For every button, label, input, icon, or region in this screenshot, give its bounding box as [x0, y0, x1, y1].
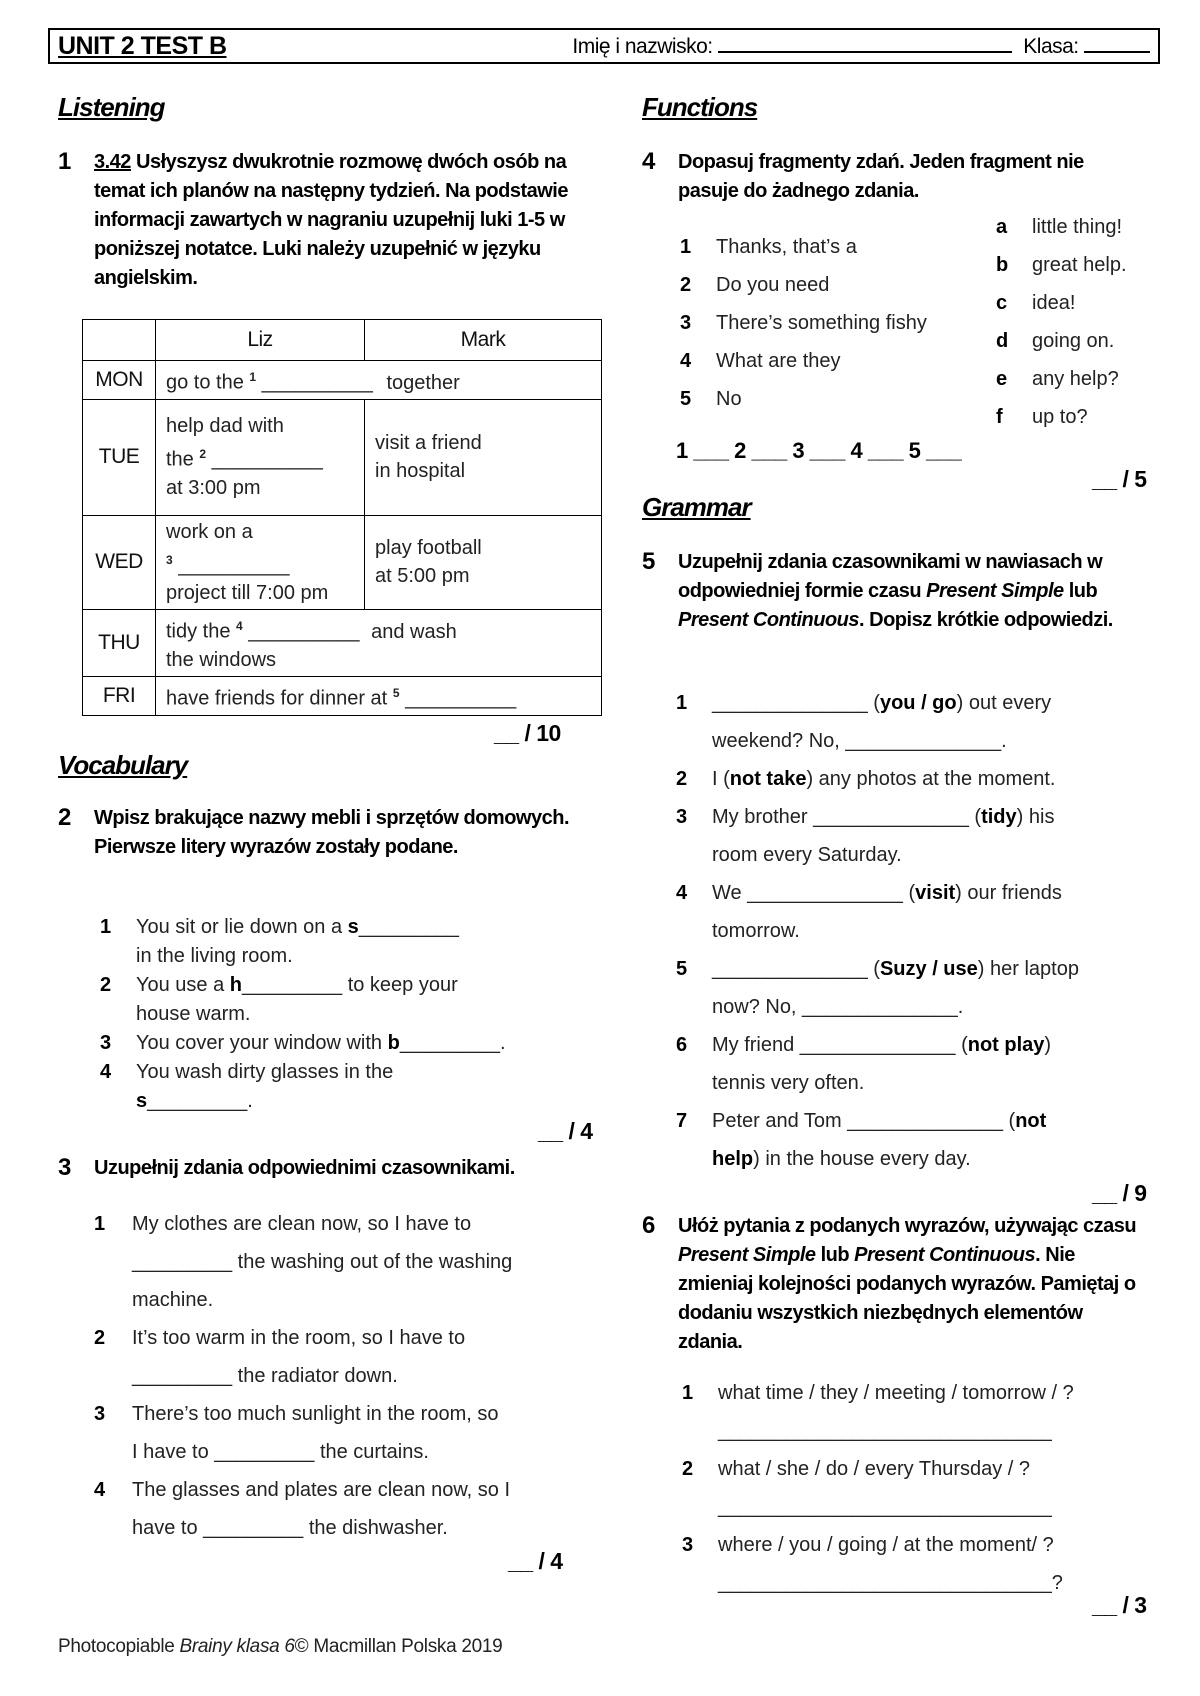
item-line: It’s too warm in the room, so I have to [132, 1327, 466, 1349]
word-prompt: where / you / going / at the moment/ ? [718, 1534, 1054, 1556]
item-line: _________ the radiator down. [132, 1365, 398, 1387]
item-text-pre: You wash dirty glasses in the [136, 1061, 394, 1083]
list-item [996, 246, 1156, 284]
mon-text: go to the [166, 371, 244, 394]
item-number: 4 [100, 1061, 112, 1083]
table-row-wed [83, 515, 602, 610]
task-number: 4 [642, 148, 656, 175]
item-text [136, 913, 570, 971]
column-header-liz: Liz [156, 320, 365, 361]
item-number: 6 [676, 1034, 688, 1056]
section-title-listening: Listening [58, 92, 165, 122]
section-title-functions: Functions [642, 92, 758, 122]
task-5-items [676, 684, 1156, 1178]
item-line: I have to _________ the curtains. [132, 1441, 429, 1463]
instruction-text: Uzupełnij zdania czasownikami w nawiasach w odpowiedniej formie czasu [678, 551, 1103, 602]
cell-line: at 3:00 pm [166, 476, 261, 499]
item-line [712, 1026, 1156, 1064]
item-text-post: ) any photos at the moment. [806, 768, 1056, 790]
list-item [676, 874, 1156, 950]
instruction-text: . Dopisz krótkie odpowiedzi. [859, 609, 1113, 631]
list-item [94, 1205, 584, 1319]
thu-plan [156, 610, 602, 677]
footer-text: © Macmillan Polska 2019 [294, 1636, 503, 1657]
tense-name: Present Simple [926, 580, 1064, 602]
item-text-pre: You sit or lie down on a [136, 916, 343, 938]
answer-blank[interactable]: ______________________________ [718, 1572, 1052, 1594]
list-item [680, 228, 980, 266]
table-row-fri [83, 676, 602, 715]
task-number: 5 [642, 548, 656, 575]
task-4-instruction: Dopasuj fragmenty zdań. Jeden fragment nie pasuje do żadnego zdania. [678, 151, 1084, 202]
item-line: There’s too much sunlight in the room, so [132, 1403, 499, 1425]
cell-line: in hospital [375, 460, 466, 483]
item-number: 2 [100, 974, 112, 996]
list-item [100, 971, 570, 1029]
item-text-post: ) [1044, 1034, 1052, 1056]
item-text: Thanks, that’s a [716, 236, 857, 258]
list-item [676, 1102, 1156, 1178]
day-label: FRI [83, 676, 156, 715]
list-item [680, 266, 980, 304]
item-line [712, 684, 1156, 722]
verb-prompt: Suzy / use [879, 958, 978, 980]
score-task-1: __ / 10 [494, 720, 561, 746]
first-letter: s [347, 916, 359, 938]
score-task-2: __ / 4 [538, 1118, 593, 1144]
item-number: 2 [676, 768, 688, 790]
gap-3-blank[interactable]: __________ [178, 554, 290, 577]
task-5 [642, 548, 1142, 635]
item-text [712, 1026, 1156, 1102]
wed-liz-plan [156, 515, 365, 610]
item-line: machine. [132, 1289, 214, 1311]
mon-plan [156, 361, 602, 400]
score-task-3: __ / 4 [508, 1548, 563, 1574]
instruction-text: Usłyszysz dwukrotnie rozmowę dwóch osób na temat ich planów na następny tydzień. Na podstawie informacji zawartych w nagraniu uzupełnij luki 1-5 w poniższej notatce. Luki należy uzupełnić w języku angielskim. [94, 151, 568, 289]
item-letter: f [996, 406, 1003, 428]
answer-line[interactable] [718, 1412, 1162, 1450]
answer-blank[interactable]: _________ [242, 974, 343, 996]
item-line: My clothes are clean now, so I have to [132, 1213, 472, 1235]
list-item [682, 1450, 1162, 1526]
item-letter: a [996, 216, 1008, 238]
item-line: tomorrow. [712, 920, 800, 942]
item-text-post: ) her laptop [977, 958, 1079, 980]
answer-line[interactable] [718, 1488, 1162, 1526]
day-label: THU [83, 610, 156, 677]
item-line [712, 760, 1156, 798]
item-text [136, 1058, 570, 1116]
item-text [718, 1526, 1162, 1602]
item-number: 4 [680, 350, 692, 372]
verb-prompt: not [1015, 1110, 1047, 1132]
cell-line [166, 440, 354, 474]
cell-line: project till 7:00 pm [166, 582, 329, 605]
answer-end: ? [1051, 1572, 1063, 1594]
gap-number: 5 [392, 685, 400, 700]
column-header-mark: Mark [365, 320, 602, 361]
item-letter: e [996, 368, 1008, 390]
table-row-mon [83, 361, 602, 400]
first-letter: s [136, 1090, 148, 1112]
student-fields [572, 33, 1150, 59]
list-item [996, 322, 1156, 360]
task-6-instruction [678, 1212, 1142, 1357]
item-number: 2 [682, 1458, 694, 1480]
item-text [712, 874, 1156, 950]
item-text: No [716, 388, 742, 410]
item-text-pre: You use a [136, 974, 225, 996]
footer-text: Photocopiable [58, 1636, 175, 1657]
item-text [718, 1374, 1162, 1450]
list-item [680, 342, 980, 380]
item-text-post: . [247, 1090, 253, 1112]
list-item [680, 380, 980, 418]
item-number: 3 [676, 806, 688, 828]
item-number: 1 [676, 692, 688, 714]
item-text-post: ) out every [956, 692, 1052, 714]
list-item [94, 1395, 584, 1471]
plans-table [82, 319, 602, 716]
item-line: weekend? No, ______________. [712, 730, 1007, 752]
task-number: 2 [58, 804, 72, 831]
list-item [100, 1029, 570, 1058]
item-number: 3 [680, 312, 692, 334]
item-text [136, 971, 570, 1029]
item-text-pre: ______________ ( [712, 958, 880, 980]
table-header-row [83, 320, 602, 361]
instruction-text: lub [1068, 580, 1098, 602]
list-item [676, 1026, 1156, 1102]
item-text-pre: I ( [712, 768, 730, 790]
list-item [100, 913, 570, 971]
tense-name: Present Continuous [678, 609, 860, 631]
task-number: 3 [58, 1154, 72, 1181]
track-number: 3.42 [94, 151, 131, 173]
item-line [712, 1140, 1156, 1178]
footer-brand: Brainy klasa 6 [179, 1636, 295, 1657]
item-text: going on. [1032, 330, 1115, 352]
gap-number: 1 [249, 370, 257, 384]
gap-1-blank[interactable]: __________ [261, 371, 373, 394]
cell-text: have friends for dinner at [166, 687, 388, 710]
cell-line: visit a friend [375, 432, 482, 455]
wed-mark-plan [365, 515, 602, 610]
day-label: TUE [83, 399, 156, 515]
item-number: 1 [682, 1382, 694, 1404]
item-text-post: ) our friends [955, 882, 1062, 904]
item-text-pre: You cover your window with [136, 1032, 383, 1054]
item-line: tennis very often. [712, 1072, 865, 1094]
task-4-answer-line[interactable]: 1 ___ 2 ___ 3 ___ 4 ___ 5 ___ [676, 438, 962, 463]
gap-4-blank[interactable]: __________ [248, 620, 360, 643]
task-5-instruction [678, 548, 1142, 635]
item-line: have to _________ the dishwasher. [132, 1517, 448, 1539]
cell-line: work on a [166, 520, 253, 543]
item-text-line2: in the living room. [136, 945, 293, 967]
cell-line: play football [375, 537, 482, 560]
item-letter: c [996, 292, 1008, 314]
item-line [712, 874, 1156, 912]
item-number: 1 [100, 916, 112, 938]
item-text: What are they [716, 350, 841, 372]
item-text [132, 1395, 584, 1471]
item-number: 5 [680, 388, 692, 410]
verb-prompt: not play [967, 1034, 1045, 1056]
footer-copyright [58, 1636, 502, 1658]
list-item [680, 304, 980, 342]
item-line: The glasses and plates are clean now, so I [132, 1479, 511, 1501]
gap-number: 4 [236, 619, 243, 634]
table-row-tue [83, 399, 602, 515]
list-item [100, 1058, 570, 1116]
item-number: 4 [676, 882, 688, 904]
item-text-post: ) his [1016, 806, 1055, 828]
cell-line: help dad with [166, 415, 284, 438]
verb-prompt: visit [915, 882, 956, 904]
item-text [136, 1029, 570, 1058]
item-text: Do you need [716, 274, 830, 296]
task-number: 6 [642, 1212, 656, 1239]
task-2 [58, 804, 578, 862]
item-text [132, 1205, 584, 1319]
item-text [712, 950, 1156, 1026]
item-number: 5 [676, 958, 688, 980]
score-task-5: __ / 9 [1092, 1180, 1147, 1206]
item-text: little thing! [1032, 216, 1123, 238]
tense-name: Present Continuous [854, 1244, 1036, 1266]
section-title-vocabulary: Vocabulary [58, 750, 188, 780]
task-6-items [682, 1374, 1162, 1602]
cell-text: the [166, 448, 194, 471]
task-1 [58, 148, 578, 293]
answer-blank[interactable]: _________ [399, 1032, 500, 1054]
item-text: There’s something fishy [716, 312, 927, 334]
first-letter: b [387, 1032, 400, 1054]
cell-text: and wash [371, 620, 457, 643]
task-3 [58, 1154, 578, 1183]
cell-line: at 5:00 pm [375, 565, 470, 588]
tue-mark-plan [365, 399, 602, 515]
item-text [712, 1102, 1156, 1178]
list-item [676, 684, 1156, 760]
list-item [996, 398, 1156, 436]
instruction-text: . Nie zmieniaj kolejności podanych wyrazów. Pamiętaj o dodaniu wszystkich niezbędnych elementów zdania. [678, 1244, 1136, 1353]
item-line [712, 798, 1156, 836]
task-4-left-items [680, 228, 980, 418]
item-line: _________ the washing out of the washing [132, 1251, 513, 1273]
item-number: 3 [682, 1534, 694, 1556]
item-number: 1 [94, 1213, 106, 1235]
gap-number: 2 [199, 447, 207, 462]
section-title-grammar: Grammar [642, 492, 751, 522]
score-task-4: __ / 5 [1092, 466, 1147, 492]
verb-prompt: help [712, 1148, 754, 1170]
instruction-text: Ułóż pytania z podanych wyrazów, używając czasu [678, 1215, 1137, 1237]
task-4 [642, 148, 1132, 206]
item-text [712, 684, 1156, 760]
answer-blank[interactable]: _________ [358, 916, 459, 938]
item-line [712, 1102, 1156, 1140]
list-item [996, 208, 1156, 246]
answer-blank[interactable]: ______________________________ [718, 1496, 1052, 1518]
item-letter: d [996, 330, 1009, 352]
item-text: any help? [1032, 368, 1119, 390]
item-text-pre: ______________ ( [712, 692, 880, 714]
item-text [132, 1471, 584, 1547]
item-text: up to? [1032, 406, 1088, 428]
list-item [676, 798, 1156, 874]
item-letter: b [996, 254, 1009, 276]
gap-5-blank[interactable]: __________ [405, 687, 517, 710]
task-3-items [94, 1205, 584, 1547]
item-number: 3 [94, 1403, 106, 1425]
cell-line [166, 612, 591, 646]
answer-blank[interactable]: _________ [147, 1090, 248, 1112]
item-text-pre: We ______________ ( [712, 882, 916, 904]
list-item [94, 1471, 584, 1547]
item-number: 7 [676, 1110, 688, 1132]
tense-name: Present Simple [678, 1244, 816, 1266]
table-row-thu [83, 610, 602, 677]
verb-prompt: not take [729, 768, 807, 790]
verb-prompt: you / go [879, 692, 957, 714]
item-text-post: . [499, 1032, 506, 1054]
fri-plan [156, 676, 602, 715]
task-2-instruction: Wpisz brakujące nazwy mebli i sprzętów domowych. Pierwsze litery wyrazów zostały podane. [94, 807, 570, 858]
test-title: UNIT 2 TEST B [58, 31, 227, 60]
list-item [94, 1319, 584, 1395]
task-1-instruction [94, 148, 578, 293]
item-text-pre: My brother ______________ ( [712, 806, 982, 828]
list-item [996, 360, 1156, 398]
task-2-items [100, 913, 570, 1116]
item-text-pre: Peter and Tom ______________ ( [712, 1110, 1016, 1132]
cell-text: tidy the [166, 620, 231, 643]
item-line [712, 950, 1156, 988]
gap-number: 3 [166, 552, 173, 567]
task-4-right-items [996, 208, 1156, 436]
header-bar [48, 28, 1160, 64]
item-text: great help. [1032, 254, 1127, 276]
name-field[interactable] [718, 33, 1012, 53]
item-text [718, 1450, 1162, 1526]
verb-prompt: tidy [981, 806, 1017, 828]
answer-blank[interactable]: ______________________________ [718, 1420, 1052, 1442]
item-text [712, 798, 1156, 874]
mon-text-end: together [386, 371, 460, 394]
item-number: 3 [100, 1032, 112, 1054]
item-text [132, 1319, 584, 1395]
item-line: room every Saturday. [712, 844, 902, 866]
task-3-instruction: Uzupełnij zdania odpowiednimi czasownikami. [94, 1157, 515, 1179]
class-label: Klasa: [1023, 35, 1079, 58]
day-label: WED [83, 515, 156, 610]
first-letter: h [229, 974, 243, 996]
list-item [682, 1526, 1162, 1602]
instruction-text: lub [820, 1244, 850, 1266]
list-item [996, 284, 1156, 322]
word-prompt: what / she / do / every Thursday / ? [718, 1458, 1031, 1480]
item-text-post: to keep your [347, 974, 458, 996]
tue-liz-plan [156, 399, 365, 515]
list-item [676, 760, 1156, 798]
item-text [712, 760, 1156, 798]
score-task-6: __ / 3 [1092, 1592, 1147, 1618]
day-label: MON [83, 361, 156, 400]
item-number: 2 [680, 274, 692, 296]
cell-line [166, 546, 354, 580]
list-item [682, 1374, 1162, 1450]
item-number: 1 [680, 236, 692, 258]
item-text-line2: house warm. [136, 1003, 251, 1025]
task-number: 1 [58, 148, 72, 175]
item-text-pre: My friend ______________ ( [712, 1034, 968, 1056]
item-number: 2 [94, 1327, 106, 1349]
item-line: now? No, ______________. [712, 996, 964, 1018]
item-text-post: ) in the house every day. [753, 1148, 971, 1170]
item-number: 4 [94, 1479, 106, 1501]
task-6 [642, 1212, 1142, 1357]
name-label: Imię i nazwisko: [572, 35, 713, 58]
class-field[interactable] [1084, 33, 1150, 53]
item-text: idea! [1032, 292, 1076, 314]
gap-2-blank[interactable]: __________ [211, 448, 323, 471]
word-prompt: what time / they / meeting / tomorrow / ? [718, 1382, 1074, 1404]
list-item [676, 950, 1156, 1026]
cell-line: the windows [166, 648, 277, 671]
